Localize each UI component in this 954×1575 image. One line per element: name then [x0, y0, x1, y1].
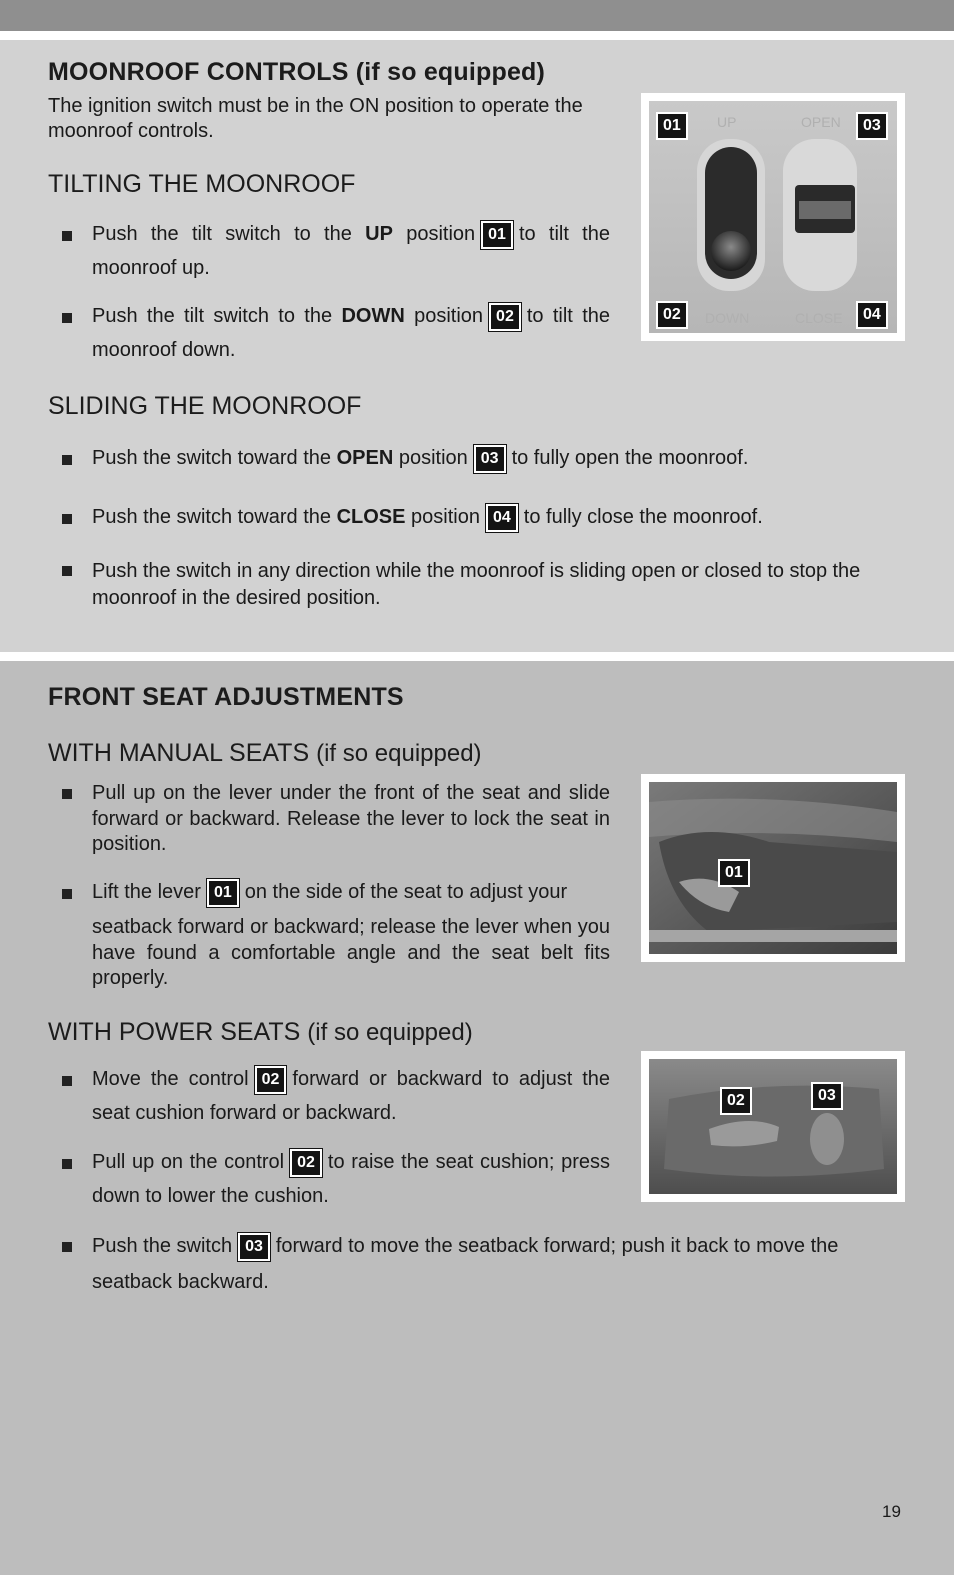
manual-seat-photo: [641, 774, 905, 962]
power-item-seatback: Push the switch 03 forward to move the seatback forward; push it back to move the seatback backward.: [92, 1235, 839, 1293]
bullet-icon: [62, 1242, 72, 1252]
power-seat-illustration: [649, 1059, 897, 1194]
bullet-icon: [62, 231, 72, 241]
bullet-icon: [62, 789, 72, 799]
bullet-icon: [62, 514, 72, 524]
divider: [0, 652, 954, 661]
power-item-raise: Pull up on the control 02 to raise the seat cushion; press down to lower the cushion.: [92, 1151, 610, 1207]
bullet-icon: [62, 1159, 72, 1169]
callout-badge: 04: [486, 504, 518, 532]
callout-badge: 02: [489, 303, 521, 331]
slide-item-close: Push the switch toward the CLOSE position 04 to fully close the moonroof.: [92, 500, 932, 534]
manual-item-slide: Pull up on the lever under the front of the seat and slide forward or backward. Release the lever to lock the seat in position.: [92, 782, 610, 855]
power-seat-photo: [641, 1051, 905, 1202]
power-heading: WITH POWER SEATS (if so equipped): [48, 1018, 473, 1046]
bullet-icon: [62, 455, 72, 465]
header-bar: [0, 0, 954, 31]
seats-title: FRONT SEAT ADJUSTMENTS: [48, 683, 404, 711]
tilt-item-up: Push the tilt switch to the UP position 01 to tilt the moonroof up.: [92, 223, 610, 279]
callout-badge: 03: [811, 1082, 843, 1110]
callout-badge: 01: [481, 221, 513, 249]
manual-seat-illustration: [649, 782, 897, 954]
tilt-item-down: Push the tilt switch to the DOWN position 02 to tilt the moonroof down.: [92, 305, 610, 361]
close-label: CLOSE: [795, 310, 843, 326]
callout-badge: 03: [474, 445, 506, 473]
bullet-icon: [62, 889, 72, 899]
callout-badge: 01: [718, 859, 750, 887]
callout-badge: 03: [856, 112, 888, 140]
manual-item-lever-cont: seatback forward or backward; release the lever when you have found a comfortable angle and the seat belt fits properly.: [92, 916, 610, 989]
down-label: DOWN: [705, 310, 750, 326]
slide-heading: SLIDING THE MOONROOF: [48, 392, 362, 420]
callout-badge: 01: [656, 112, 688, 140]
up-label: UP: [717, 114, 737, 130]
callout-badge: 02: [290, 1149, 322, 1177]
divider: [0, 31, 954, 40]
callout-badge: 02: [720, 1087, 752, 1115]
manual-item-lever: Lift the lever 01 on the side of the seat to adjust your: [92, 875, 610, 909]
callout-badge: 04: [856, 301, 888, 329]
callout-badge: 02: [255, 1066, 287, 1094]
callout-badge: 03: [238, 1233, 270, 1261]
open-label: OPEN: [801, 114, 841, 130]
slide-item-stop: Push the switch in any direction while the moonroof is sliding open or closed to stop the moonroof in the desired position.: [92, 560, 861, 609]
bullet-icon: [62, 566, 72, 576]
slide-item-open: Push the switch toward the OPEN position 03 to fully open the moonroof.: [92, 441, 932, 475]
bullet-icon: [62, 1076, 72, 1086]
bullet-icon: [62, 313, 72, 323]
callout-badge: 01: [207, 879, 239, 907]
moonroof-title: MOONROOF CONTROLS (if so equipped): [48, 58, 546, 86]
moonroof-intro: The ignition switch must be in the ON position to operate the moonroof controls.: [48, 95, 583, 142]
callout-badge: 02: [656, 301, 688, 329]
tilt-heading: TILTING THE MOONROOF: [48, 170, 356, 198]
moonroof-switch-photo: [641, 93, 905, 341]
page-number: 19: [882, 1502, 901, 1521]
power-item-cushion: Move the control 02 forward or backward to adjust the seat cushion forward or backward.: [92, 1068, 610, 1124]
manual-heading: WITH MANUAL SEATS (if so equipped): [48, 739, 482, 767]
